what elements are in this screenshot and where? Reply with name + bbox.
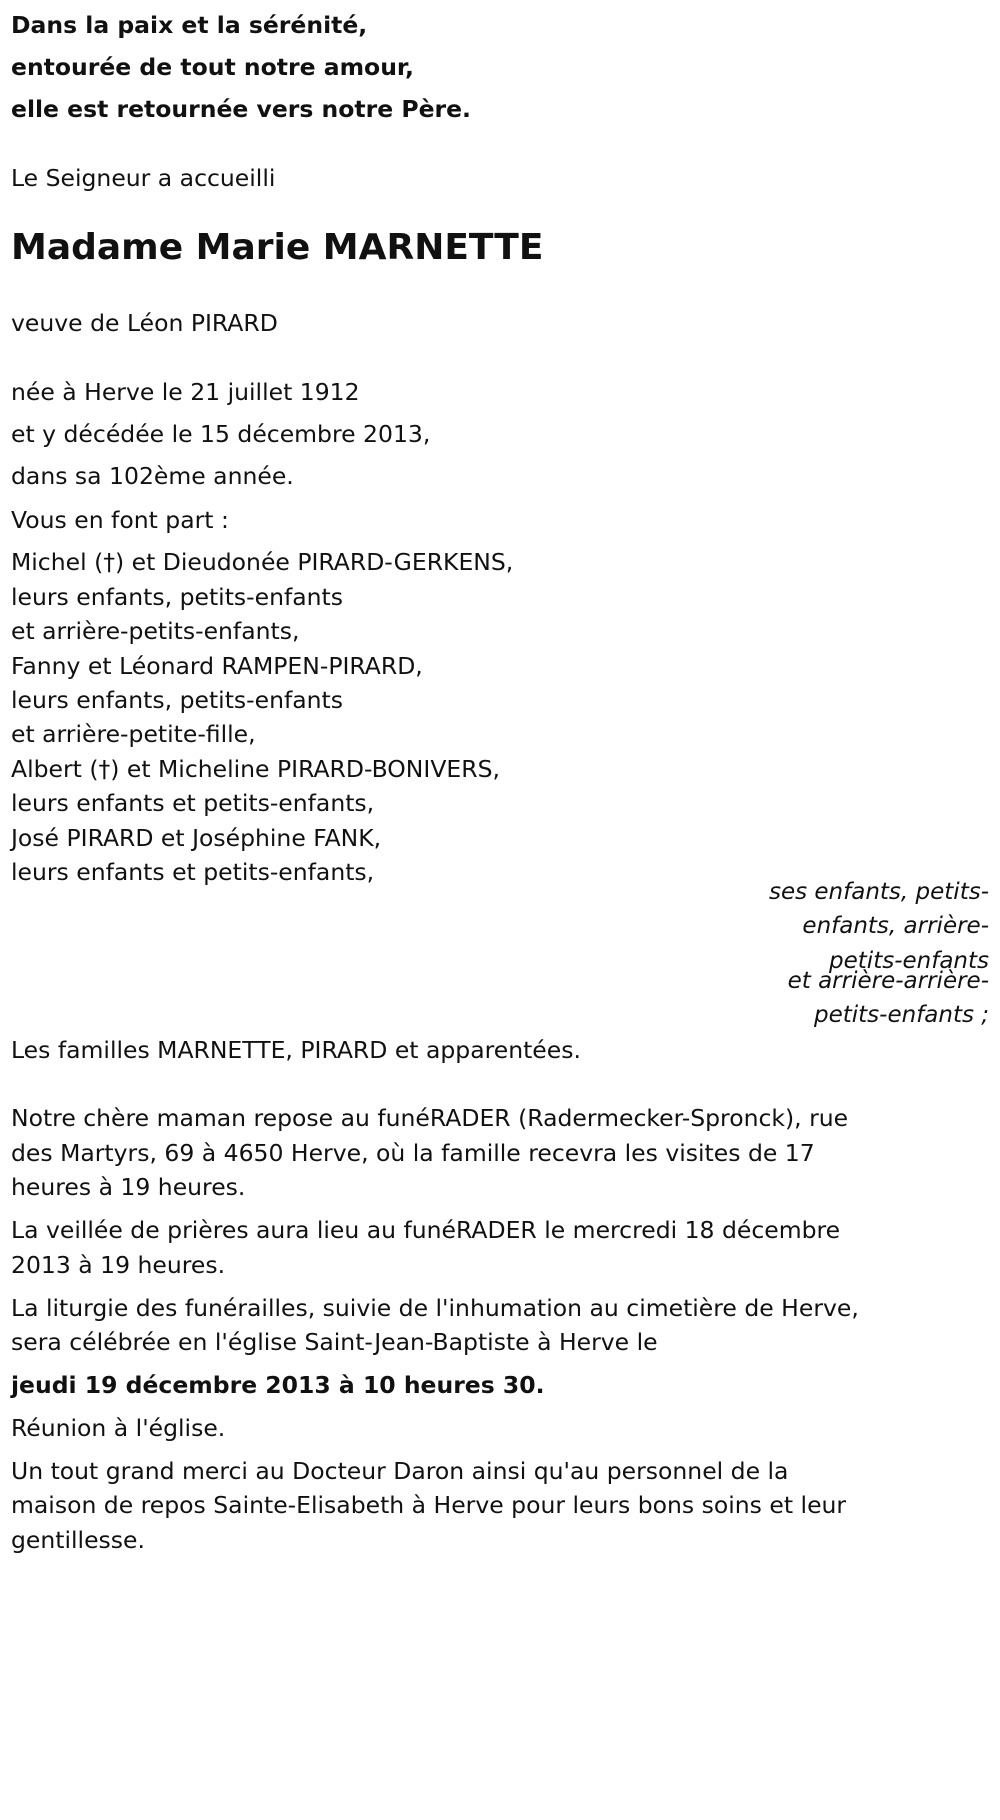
age-text: dans sa 102ème année. — [11, 462, 294, 490]
meeting-text: Réunion à l'église. — [11, 1414, 226, 1442]
families-text: Les familles MARNETTE, PIRARD et apparentées. — [11, 1036, 581, 1064]
descendants-line: ses enfants, petits- — [768, 879, 989, 905]
family-line: José PIRARD et Joséphine FANK, — [11, 824, 382, 852]
thanks-line: maison de repos Sainte-Elisabeth à Herve pour leurs bons soins et leur — [11, 1491, 847, 1519]
family-line: leurs enfants et petits-enfants, — [11, 789, 375, 817]
thanks-line: gentillesse. — [11, 1526, 145, 1554]
opening-line-2: entourée de tout notre amour, — [11, 53, 414, 81]
repose-line: heures à 19 heures. — [11, 1173, 246, 1201]
family-line: et arrière-petite-fille, — [11, 720, 256, 748]
repose-line: Notre chère maman repose au funéRADER (Radermecker-Spronck), rue — [11, 1104, 849, 1132]
intro-text: Le Seigneur a accueilli — [11, 164, 276, 192]
descendants-line: petits-enfants ; — [813, 1002, 989, 1028]
thanks-line: Un tout grand merci au Docteur Daron ainsi qu'au personnel de la — [11, 1457, 789, 1485]
family-line: Albert (†) et Micheline PIRARD-BONIVERS, — [11, 755, 500, 783]
family-line: leurs enfants, petits-enfants — [11, 583, 344, 611]
liturgy-line: La liturgie des funérailles, suivie de l'inhumation au cimetière de Herve, — [11, 1294, 859, 1322]
opening-line-3: elle est retournée vers notre Père. — [11, 95, 471, 123]
family-line: Michel (†) et Dieudonée PIRARD-GERKENS, — [11, 548, 514, 576]
family-line: Fanny et Léonard RAMPEN-PIRARD, — [11, 652, 423, 680]
vigil-line: La veillée de prières aura lieu au funéRADER le mercredi 18 décembre — [11, 1216, 841, 1244]
vigil-line: 2013 à 19 heures. — [11, 1251, 226, 1279]
family-line: leurs enfants et petits-enfants, — [11, 858, 375, 886]
death-text: et y décédée le 15 décembre 2013, — [11, 420, 431, 448]
liturgy-line: sera célébrée en l'église Saint-Jean-Baptiste à Herve le — [11, 1328, 658, 1356]
widow-text: veuve de Léon PIRARD — [11, 309, 278, 337]
family-line: leurs enfants, petits-enfants — [11, 686, 344, 714]
repose-line: des Martyrs, 69 à 4650 Herve, où la famille recevra les visites de 17 — [11, 1139, 815, 1167]
deceased-name: Madame Marie MARNETTE — [11, 227, 544, 268]
descendants-line: petits-enfants — [829, 948, 989, 974]
announce-text: Vous en font part : — [11, 506, 229, 534]
family-line: et arrière-petits-enfants, — [11, 617, 300, 645]
birth-text: née à Herve le 21 juillet 1912 — [11, 378, 360, 406]
funeral-date: jeudi 19 décembre 2013 à 10 heures 30. — [11, 1371, 545, 1399]
descendants-line: enfants, arrière- — [802, 913, 989, 939]
opening-line-1: Dans la paix et la sérénité, — [11, 11, 368, 39]
descendants-line: et arrière-arrière- — [787, 968, 989, 994]
